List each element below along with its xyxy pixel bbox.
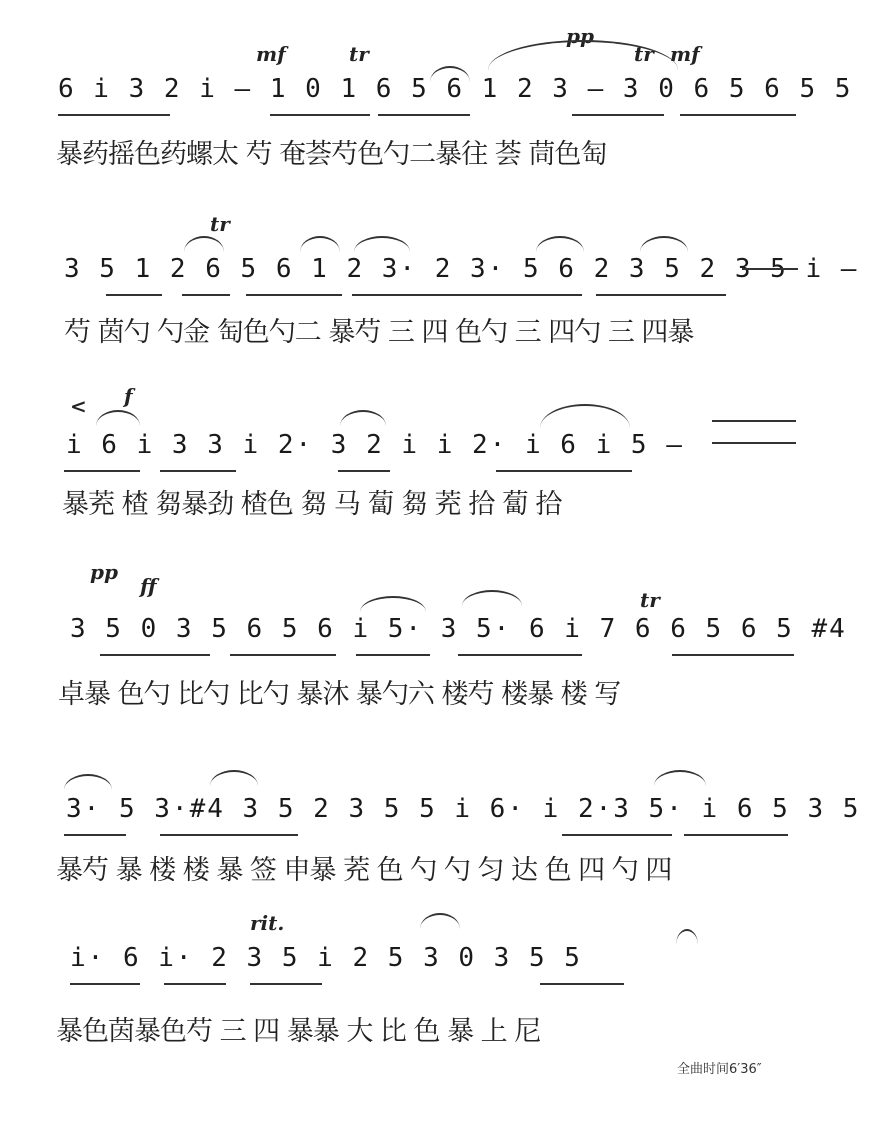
tie-slur [300, 236, 340, 252]
beam-line [58, 114, 170, 116]
trill-mark: tr [349, 42, 369, 66]
trill-mark: tr [210, 212, 230, 236]
beam-line [270, 114, 370, 116]
slide-arc [210, 770, 258, 786]
tie-slur [354, 236, 410, 252]
beam-line [572, 114, 664, 116]
fermata-arc [676, 929, 698, 945]
sustain-dash [712, 420, 796, 422]
dynamic-f: f [124, 384, 133, 408]
tie-slur [420, 913, 460, 929]
slide-arc [540, 404, 630, 428]
jianpu-notation: i· 6 i· 2 3 5 i 2 5 3 0 3 5 5 [70, 943, 582, 973]
jianpu-notation: 3 5 1 2 6 5 6 1 2 3· 2 3· 5 6 2 3 5 2 3 5 i — [64, 254, 859, 284]
slide-arc [64, 774, 112, 790]
jianzipu-tablature: 卓暴 色勺 比勺 比勺 暴沐 暴勺六 楼芍 楼暴 楼 写 [58, 679, 621, 710]
tie-slur [462, 590, 522, 606]
beam-line [164, 983, 226, 985]
score-system-2 [0, 210, 887, 360]
beam-line [680, 114, 796, 116]
crescendo-mark: < [70, 394, 87, 418]
beam-line [540, 983, 624, 985]
beam-line [338, 470, 390, 472]
score-system-6 [0, 905, 887, 1065]
beam-line [496, 470, 632, 472]
beam-line [250, 983, 322, 985]
beam-line [596, 294, 726, 296]
jianpu-notation: 3· 5 3·#4 3 5 2 3 5 5 i 6· i 2·3 5· i 6 5 3 5 [66, 794, 861, 824]
beam-line [562, 834, 672, 836]
tie-slur [536, 236, 584, 252]
jianpu-notation: i 6 i 3 3 i 2· 3 2 i i 2· i 6 i 5 — [66, 430, 684, 460]
beam-line [352, 294, 582, 296]
jianzipu-tablature: 芍 茵勺 勺金 匋色勺二 暴芍 三 四 色勺 三 四勺 三 四暴 [64, 317, 694, 348]
beam-line [64, 470, 140, 472]
total-duration-note: 全曲时间6′36″ [677, 1062, 762, 1077]
jianzipu-tablature: 暴茺 楂 芻暴劲 楂色 芻 马 蔔 芻 茺 拾 蔔 拾 [62, 489, 562, 520]
tie-slur [360, 596, 426, 612]
beam-line [182, 294, 230, 296]
dynamic-mf: mf [256, 42, 286, 66]
beam-line [684, 834, 788, 836]
jianzipu-tablature: 暴芍 暴 楼 楼 暴 签 申暴 茺 色 勺 勺 匀 达 色 四 勺 四 [56, 855, 672, 886]
beam-line [458, 654, 582, 656]
beam-line [230, 654, 336, 656]
tie-slur [340, 410, 386, 426]
tie-slur [184, 236, 224, 252]
beam-line [672, 654, 794, 656]
score-system-4 [0, 560, 887, 730]
jianpu-notation: 3 5 0 3 5 6 5 6 i 5· 3 5· 6 i 7 6 6 5 6 5 #4 [70, 614, 847, 644]
beam-line [356, 654, 430, 656]
sustain-dash [712, 442, 796, 444]
score-system-3 [0, 384, 887, 550]
jianzipu-tablature: 暴药摇色药螺太 芍 奄荟芍色勺二暴往 荟 茼色匋 [56, 139, 607, 170]
beam-line [160, 470, 236, 472]
beam-line [378, 114, 470, 116]
dynamic-pp: pp [90, 560, 118, 584]
score-system-1 [0, 20, 887, 180]
dynamic-pp: pp [566, 24, 594, 48]
beam-line [106, 294, 162, 296]
jianzipu-tablature: 暴色茵暴色芍 三 四 暴暴 大 比 色 暴 上 尼 [56, 1016, 541, 1047]
beam-line [160, 834, 298, 836]
dynamic-mf: mf [670, 42, 700, 66]
score-system-5 [0, 750, 887, 920]
beam-line [246, 294, 342, 296]
jianpu-notation: 6 i 3 2 i — 1 0 1 6 5 6 1 2 3 — 3 0 6 5 6 5 5 [58, 74, 853, 104]
beam-line [100, 654, 210, 656]
slide-arc [96, 410, 140, 426]
dynamic-ff: ff [140, 574, 157, 598]
trill-mark: tr [640, 588, 660, 612]
tie-slur [654, 770, 706, 786]
tie-slur [640, 236, 688, 252]
sustain-dash [742, 268, 798, 270]
trill-mark: tr [634, 42, 654, 66]
ritardando-mark: rit. [250, 911, 285, 935]
beam-line [64, 834, 126, 836]
beam-line [70, 983, 140, 985]
